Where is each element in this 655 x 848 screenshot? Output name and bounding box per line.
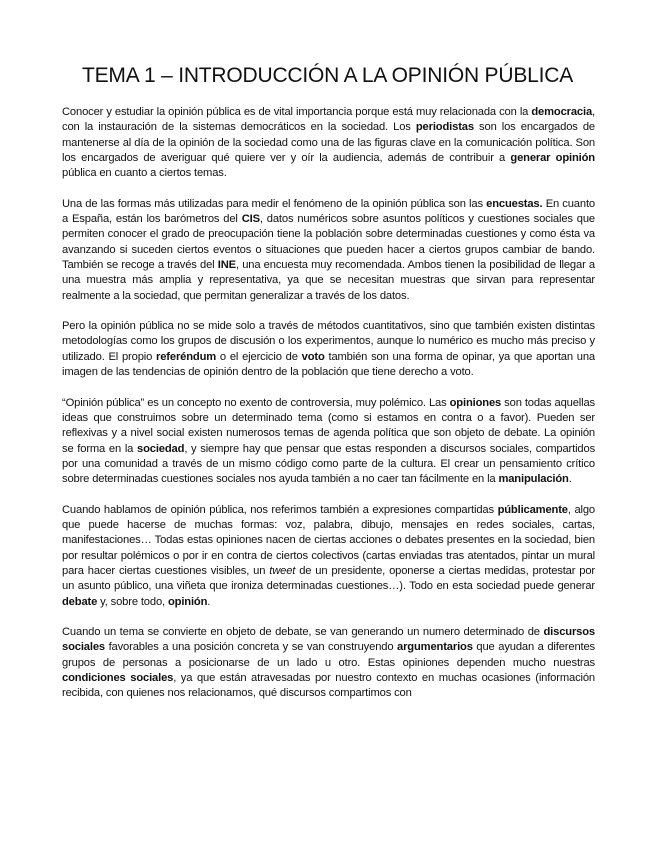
text-run: o el ejercicio de bbox=[216, 350, 302, 363]
bold-term: periodistas bbox=[415, 121, 474, 134]
paragraph bbox=[62, 105, 595, 181]
paragraph bbox=[62, 396, 595, 488]
text-run: también son una forma de opinar, ya que aportan una imagen de las tendencias de opinión dentro de la población que tiene derecho a voto. bbox=[62, 350, 595, 379]
text-run: . bbox=[568, 473, 572, 486]
bold-term: encuestas. bbox=[486, 197, 543, 210]
text-run: Pero la opinión pública no se mide solo a través de métodos cuantitativos, sino que también existen distintas metodologías como los grupos de discusión o los experimentos, aunque lo numérico es mucho más preciso y utilizado. El propio bbox=[62, 320, 595, 363]
paragraph bbox=[62, 503, 595, 610]
bold-term: opiniones bbox=[449, 396, 502, 409]
bold-term: manipulación bbox=[498, 473, 569, 486]
bold-term: debate bbox=[62, 595, 98, 608]
text-run: que ayudan a diferentes grupos de personas a posicionarse de un lado u otro. Estas opiniones dependen mucho nuestras bbox=[62, 641, 595, 669]
text-run: son los encargados de mantenerse al día de la opinión de la sociedad como una de las figuras clave en la comunicación política. Son los encargados de averiguar qué quiere ver y oír la audiencia, además de contribuir a bbox=[62, 121, 595, 164]
text-run: Conocer y estudiar la opinión pública es de vital importancia porque está muy relacionada con la bbox=[62, 106, 532, 118]
bold-term: sociedad bbox=[137, 442, 185, 455]
bold-term: CIS bbox=[241, 213, 260, 226]
text-run: favorables a una posición concreta y se van construyendo bbox=[104, 641, 398, 654]
italic-term: tweet bbox=[269, 564, 296, 577]
text-run: . bbox=[207, 595, 211, 608]
bold-term: condiciones sociales bbox=[62, 671, 174, 684]
text-run: pública en cuanto a ciertos temas. bbox=[62, 167, 227, 180]
text-run: , datos numéricos sobre asuntos políticos y cuestiones sociales que permiten conocer el grado de preocupación tiene la población sobre determinadas cuestiones y como ésta va avanzando si suceden ciertos eventos o situaciones que pueden hacer a ciertos grupos cambiar de bando. También se recoge a través del bbox=[62, 213, 595, 271]
bold-term: referéndum bbox=[156, 350, 217, 363]
bold-term: opinión bbox=[167, 595, 208, 608]
bold-term: democracia bbox=[531, 106, 593, 118]
text-run: , con la instauración de la sistemas democráticos en la sociedad. Los bbox=[62, 106, 595, 134]
text-run: , una encuesta muy recomendada. Ambos tienen la posibilidad de llegar a una muestra más amplia y representativa, ya que se necesitan muestras que sirvan para representar realmente a la sociedad, que permitan generalizar a través de los datos. bbox=[62, 258, 595, 302]
bold-term: argumentarios bbox=[397, 641, 473, 654]
bold-term: INE bbox=[217, 258, 236, 271]
text-run: de un presidente, oponerse a ciertas medidas, protestar por un asunto público, una viñeta que ironiza determinadas cuestiones…). Todo en esta sociedad puede generar bbox=[62, 564, 595, 593]
paragraph bbox=[62, 319, 595, 380]
document-body bbox=[62, 105, 595, 717]
text-run: Cuando un tema se convierte en objeto de debate, se van generando un numero determinado de bbox=[62, 626, 544, 639]
text-run: , ya que están atravesadas por nuestro contexto en muchas ocasiones (información recibida, con quienes nos relacionamos, qué discursos compartimos con bbox=[62, 671, 595, 700]
bold-term: públicamente bbox=[497, 503, 568, 516]
text-run: , y siempre hay que pensar que estas responden a discursos sociales, compartidos por una comunidad a través de un mismo código como parte de la cultura. El crear un pensamiento crítico sobre determinadas cuestiones sociales nos ayuda también a no caer tan fácilmente en la bbox=[62, 442, 596, 486]
bold-term: discursos sociales bbox=[62, 626, 595, 654]
text-run: , algo que puede hacerse de muchas formas: voz, palabra, dibujo, mensajes en redes sociales, cartas, manifestaciones… Todas estas opiniones nacen de ciertas acciones o debates presentes en la sociedad, bien por resultar polémicos o por ir en contra de ciertos colectivos (cartas enviadas tras atentados, pintar un mural para hacer ciertas cuestiones visibles, un bbox=[62, 503, 596, 577]
text-run: Cuando hablamos de opinión pública, nos referimos también a expresiones compartidas bbox=[62, 503, 498, 516]
text-run: Una de las formas más utilizadas para medir el fenómeno de la opinión pública son las bbox=[62, 197, 487, 210]
text-run: son todas aquellas ideas que construimos sobre un determinado tema (como si estamos en contra o a favor). Pueden ser reflexivas y a nivel social existen numerosos temas de agenda política que son objeto de debate. La opinión se forma en la bbox=[62, 396, 595, 455]
bold-term: generar opinión bbox=[510, 151, 595, 164]
text-run: En cuanto a España, están los barómetros del bbox=[62, 197, 595, 226]
text-run: “Opinión pública” es un concepto no exento de controversia, muy polémico. Las bbox=[62, 396, 450, 409]
bold-term: voto bbox=[301, 350, 325, 363]
paragraph bbox=[62, 197, 595, 304]
text-run: y, sobre todo, bbox=[97, 595, 168, 608]
paragraph bbox=[62, 625, 595, 701]
document-title: TEMA 1 – INTRODUCCIÓN A LA OPINIÓN PÚBLICA bbox=[81, 64, 574, 87]
